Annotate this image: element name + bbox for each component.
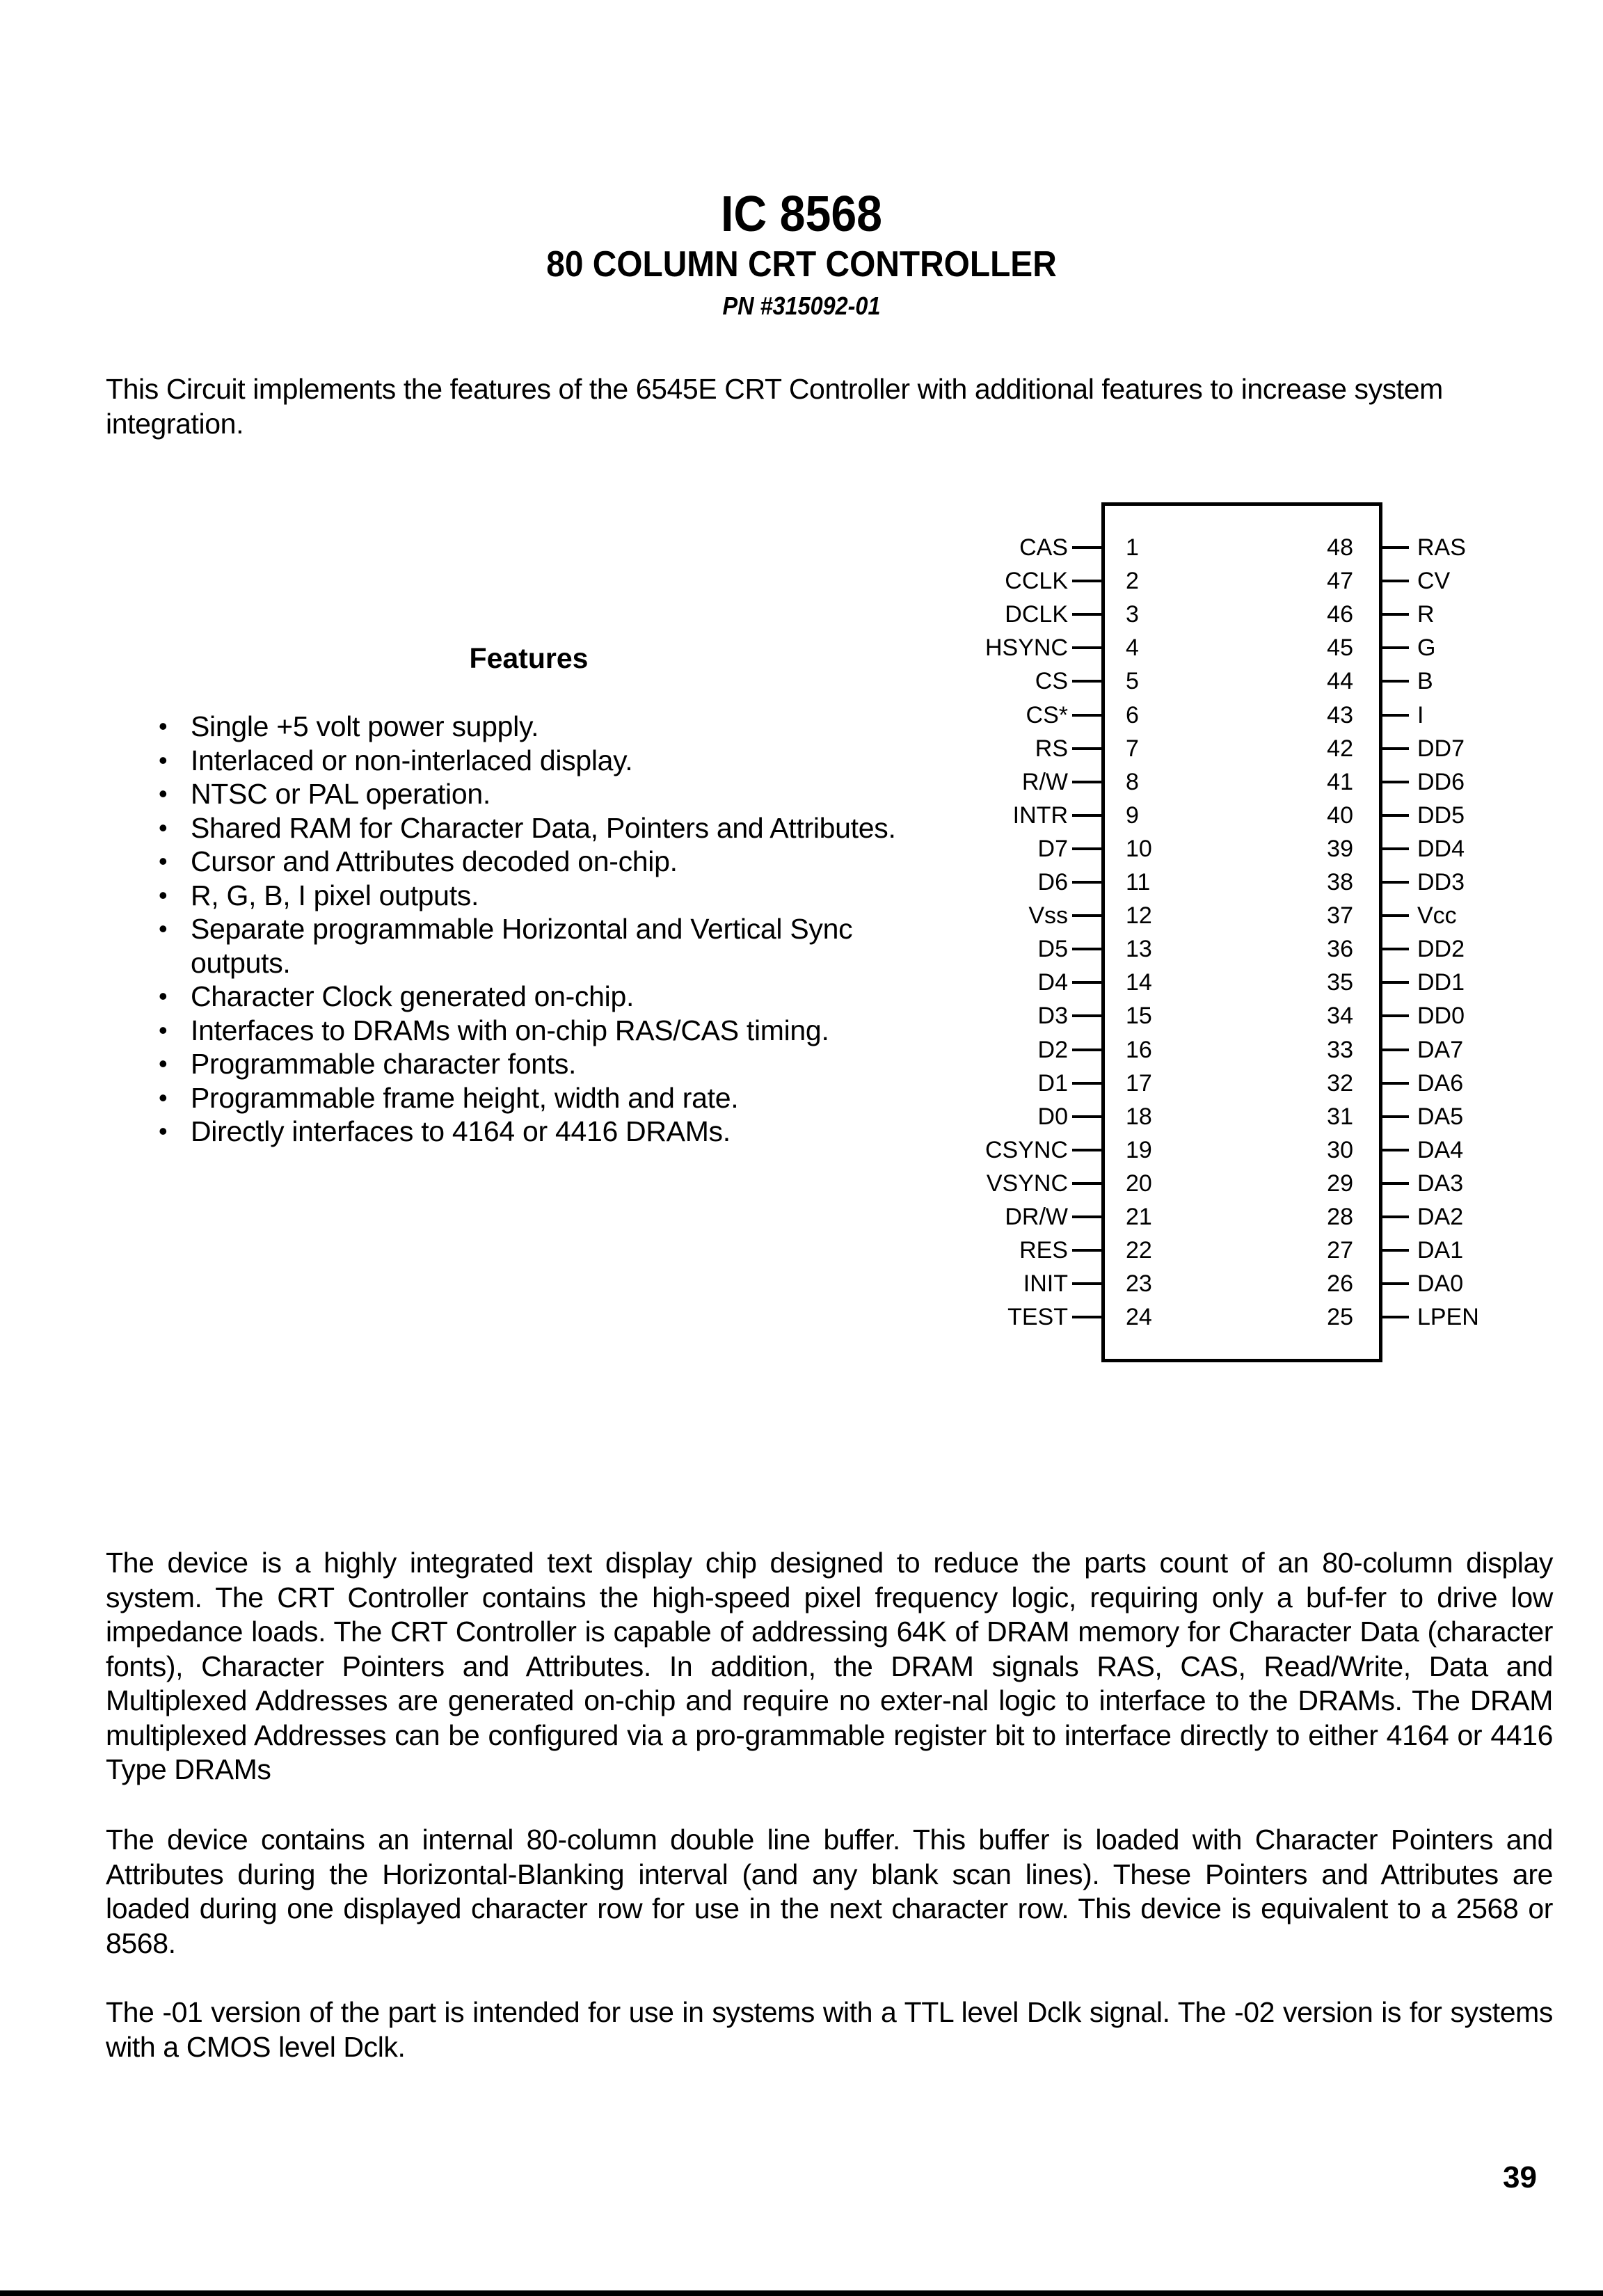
feature-item: • Cursor and Attributes decoded on-chip. [159, 845, 678, 877]
pin-number-right: 45 [1327, 635, 1353, 662]
pin-number-left: 6 [1126, 701, 1139, 728]
pin-label-left: DR/W [1005, 1204, 1068, 1230]
pin-label-right: DD6 [1417, 768, 1465, 795]
pin-label-right: DD1 [1417, 969, 1465, 996]
pin-number-right: 36 [1327, 936, 1353, 963]
pin-lead-right [1382, 1215, 1409, 1218]
bullet-icon: • [159, 813, 168, 842]
feature-item: • Interlaced or non-interlaced display. [159, 744, 633, 776]
page-bottom-rule [0, 2290, 1603, 2296]
pin-label-right: DD0 [1417, 1003, 1465, 1030]
bullet-icon: • [159, 847, 168, 875]
pin-label-right: R [1417, 601, 1435, 628]
pin-number-right: 43 [1327, 701, 1353, 728]
pin-lead-right [1382, 1182, 1409, 1185]
pin-label-right: G [1417, 635, 1436, 662]
pin-label-right: DA7 [1417, 1036, 1464, 1063]
pin-number-right: 46 [1327, 601, 1353, 628]
pin-lead-left [1072, 981, 1101, 984]
pin-number-left: 9 [1126, 802, 1139, 829]
page-number: 39 [1503, 2160, 1537, 2194]
pin-number-right: 31 [1327, 1103, 1353, 1130]
pin-label-left: INTR [1012, 802, 1068, 829]
pin-lead-right [1382, 1014, 1409, 1017]
pin-label-right: LPEN [1417, 1304, 1479, 1331]
pin-lead-right [1382, 781, 1409, 783]
pin-label-right: DA1 [1417, 1237, 1464, 1264]
pin-lead-left [1072, 1182, 1101, 1185]
pin-label-left: D3 [1037, 1003, 1068, 1030]
pin-label-right: DD5 [1417, 802, 1465, 829]
pin-lead-left [1072, 747, 1101, 750]
pin-label-left: CSYNC [984, 1136, 1068, 1163]
pin-lead-right [1382, 1115, 1409, 1118]
pin-lead-left [1072, 914, 1101, 917]
pin-number-right: 33 [1327, 1036, 1353, 1063]
pin-label-right: CV [1417, 568, 1451, 595]
pin-lead-right [1382, 680, 1409, 683]
pin-label-right: DA2 [1417, 1204, 1464, 1230]
pin-label-right: B [1417, 668, 1433, 695]
feature-item: • Interfaces to DRAMs with on-chip RAS/CAS timing. [159, 1014, 829, 1046]
page-title: IC 8568 [720, 186, 883, 242]
pin-number-right: 48 [1327, 534, 1353, 561]
pin-lead-right [1382, 847, 1409, 850]
pin-lead-right [1382, 1149, 1409, 1151]
pin-label-right: I [1417, 701, 1424, 728]
pin-number-left: 24 [1126, 1304, 1152, 1331]
pin-number-left: 4 [1126, 635, 1139, 662]
pin-lead-left [1072, 546, 1101, 549]
features-heading: Features [469, 642, 589, 674]
pin-number-left: 5 [1126, 668, 1139, 695]
pin-label-left: Vss [1028, 902, 1068, 930]
pin-lead-left [1072, 1149, 1101, 1151]
pin-lead-right [1382, 714, 1409, 717]
pin-number-right: 28 [1327, 1204, 1353, 1230]
pin-number-left: 12 [1126, 902, 1152, 930]
pin-lead-right [1382, 1049, 1409, 1051]
pin-number-right: 27 [1327, 1237, 1353, 1264]
pin-lead-right [1382, 914, 1409, 917]
pin-lead-right [1382, 1316, 1409, 1318]
pin-number-left: 20 [1126, 1170, 1152, 1197]
pin-label-left: CCLK [1005, 568, 1068, 595]
pin-label-right: DD2 [1417, 936, 1465, 963]
pin-lead-right [1382, 613, 1409, 616]
feature-item: • R, G, B, I pixel outputs. [159, 879, 479, 911]
feature-item: • Character Clock generated on-chip. [159, 980, 635, 1012]
pin-lead-left [1072, 948, 1101, 950]
pin-number-left: 3 [1126, 601, 1139, 628]
pin-number-left: 13 [1126, 936, 1152, 963]
pin-label-left: R/W [1021, 768, 1068, 795]
pin-lead-left [1072, 1282, 1101, 1285]
pin-label-left: CAS [1019, 534, 1068, 561]
pin-lead-left [1072, 714, 1101, 717]
pin-lead-left [1072, 1215, 1101, 1218]
bullet-icon: • [159, 712, 168, 740]
pin-label-left: CS* [1026, 701, 1068, 728]
pin-number-left: 16 [1126, 1036, 1152, 1063]
pin-lead-right [1382, 646, 1409, 649]
pin-number-right: 41 [1327, 768, 1353, 795]
pin-lead-left [1072, 613, 1101, 616]
pin-lead-right [1382, 747, 1409, 750]
bullet-icon: • [159, 982, 168, 1010]
feature-item: • Separate programmable Horizontal and Vertical Sync outputs. [159, 913, 853, 979]
pin-lead-left [1072, 646, 1101, 649]
pin-label-right: Vcc [1417, 902, 1457, 930]
pin-label-right: DA4 [1417, 1136, 1464, 1163]
pin-number-right: 38 [1327, 869, 1353, 895]
page-subtitle: 80 COLUMN CRT CONTROLLER [546, 244, 1057, 285]
pin-number-left: 2 [1126, 568, 1139, 595]
pin-number-right: 35 [1327, 969, 1353, 996]
pin-number-right: 32 [1327, 1069, 1353, 1097]
pin-lead-left [1072, 781, 1101, 783]
pin-number-right: 40 [1327, 802, 1353, 829]
pin-label-right: DD4 [1417, 835, 1465, 862]
bullet-icon: • [159, 880, 168, 909]
pin-number-right: 25 [1327, 1304, 1353, 1331]
pin-lead-left [1072, 1014, 1101, 1017]
pin-number-left: 11 [1126, 869, 1151, 895]
feature-item: • Programmable character fonts. [159, 1048, 577, 1080]
pin-number-right: 29 [1327, 1170, 1353, 1197]
pin-label-right: DA0 [1417, 1270, 1464, 1298]
pin-label-left: TEST [1007, 1304, 1068, 1331]
pin-label-left: INIT [1023, 1270, 1068, 1298]
pin-number-left: 21 [1126, 1204, 1152, 1230]
pin-number-left: 10 [1126, 835, 1152, 862]
pin-label-left: HSYNC [984, 635, 1068, 662]
pin-number-left: 14 [1126, 969, 1152, 996]
pin-label-left: D7 [1037, 835, 1068, 862]
pin-lead-left [1072, 1115, 1101, 1118]
bullet-icon: • [159, 779, 168, 808]
pin-label-right: DA6 [1417, 1069, 1464, 1097]
pin-lead-right [1382, 1282, 1409, 1285]
pin-lead-right [1382, 948, 1409, 950]
pin-label-right: RAS [1417, 534, 1466, 561]
pin-number-left: 7 [1126, 735, 1139, 762]
pin-label-right: DD3 [1417, 869, 1465, 895]
pin-lead-left [1072, 847, 1101, 850]
bullet-icon: • [159, 914, 168, 943]
pin-label-left: D4 [1037, 969, 1068, 996]
pin-number-right: 26 [1327, 1270, 1353, 1298]
feature-item: • Programmable frame height, width and rate. [159, 1081, 739, 1114]
pin-lead-left [1072, 814, 1101, 817]
part-number: PN #315092-01 [722, 292, 881, 320]
pin-lead-right [1382, 1082, 1409, 1085]
pin-number-right: 39 [1327, 835, 1353, 862]
description-paragraph-3: The -01 version of the part is intended for use in systems with a TTL level Dclk signal. The -02 version is for systems with a CMOS level Dclk. [106, 1996, 1553, 2063]
pin-label-left: D1 [1037, 1069, 1068, 1097]
pin-label-left: CS [1035, 668, 1068, 695]
pin-label-left: RS [1035, 735, 1068, 762]
bullet-icon: • [159, 1117, 168, 1145]
pin-number-left: 18 [1126, 1103, 1152, 1130]
pin-number-right: 34 [1327, 1003, 1353, 1030]
feature-item: • NTSC or PAL operation. [159, 778, 491, 810]
bullet-icon: • [159, 1015, 168, 1044]
pin-lead-right [1382, 981, 1409, 984]
pin-number-left: 17 [1126, 1069, 1152, 1097]
pin-number-right: 30 [1327, 1136, 1353, 1163]
pin-number-left: 22 [1126, 1237, 1152, 1264]
pin-number-left: 19 [1126, 1136, 1152, 1163]
pin-lead-left [1072, 1082, 1101, 1085]
bullet-icon: • [159, 745, 168, 774]
pin-lead-left [1072, 1249, 1101, 1252]
pin-number-right: 47 [1327, 568, 1353, 595]
pin-lead-left [1072, 1049, 1101, 1051]
pin-lead-right [1382, 546, 1409, 549]
pin-lead-right [1382, 580, 1409, 582]
pin-number-right: 37 [1327, 902, 1353, 930]
features-list [154, 710, 906, 1149]
pin-label-left: D6 [1037, 869, 1068, 895]
pin-label-right: DD7 [1417, 735, 1465, 762]
pin-lead-right [1382, 1249, 1409, 1252]
pin-lead-right [1382, 814, 1409, 817]
pin-number-left: 15 [1126, 1003, 1152, 1030]
pin-label-left: D0 [1037, 1103, 1068, 1130]
pin-label-left: D5 [1037, 936, 1068, 963]
pin-number-left: 1 [1126, 534, 1139, 561]
intro-paragraph: This Circuit implements the features of the 6545E CRT Controller with additional features to increase system integration. [106, 373, 1443, 440]
pin-label-left: DCLK [1005, 601, 1068, 628]
pin-lead-left [1072, 881, 1101, 884]
pin-lead-left [1072, 1316, 1101, 1318]
pin-lead-left [1072, 580, 1101, 582]
pin-number-left: 23 [1126, 1270, 1152, 1298]
feature-item: • Single +5 volt power supply. [159, 710, 539, 742]
pin-label-left: D2 [1037, 1036, 1068, 1063]
feature-item: • Shared RAM for Character Data, Pointers and Attributes. [159, 811, 896, 844]
pin-number-left: 8 [1126, 768, 1139, 795]
pin-number-right: 42 [1327, 735, 1353, 762]
pin-label-right: DA3 [1417, 1170, 1464, 1197]
bullet-icon: • [159, 1083, 168, 1112]
pin-number-right: 44 [1327, 668, 1353, 695]
pin-lead-left [1072, 680, 1101, 683]
pin-lead-right [1382, 881, 1409, 884]
pin-label-left: RES [1019, 1237, 1068, 1264]
pin-label-right: DA5 [1417, 1103, 1464, 1130]
bullet-icon: • [159, 1049, 168, 1078]
description-paragraph-1: The device is a highly integrated text display chip designed to reduce the parts count of an 80-column display system. The CRT Controller contains the high-speed pixel frequency logic, requiring only a buf-fer to drive low impedance loads. The CRT Controller is capable of addressing 64K of DRAM memory for Character Data (character fonts), Character Pointers and Attributes. In addition, the DRAM signals RAS, CAS, Read/Write, Data and Multiplexed Addresses are generated on-chip and require no exter-nal logic to interface to the DRAMs. The DRAM multiplexed Addresses can be configured via a pro-grammable register bit to interface directly to either 4164 or 4416 Type DRAMs [106, 1547, 1553, 1785]
description-paragraph-2: The device contains an internal 80-column double line buffer. This buffer is loaded with Character Pointers and Attributes during the Horizontal-Blanking interval (and any blank scan lines). These Pointers and Attributes are loaded during one displayed character row for use in the next character row. This device is equivalent to a 2568 or 8568. [106, 1824, 1553, 1959]
pin-label-left: VSYNC [986, 1170, 1068, 1197]
feature-item: • Directly interfaces to 4164 or 4416 DRAMs. [159, 1115, 731, 1147]
